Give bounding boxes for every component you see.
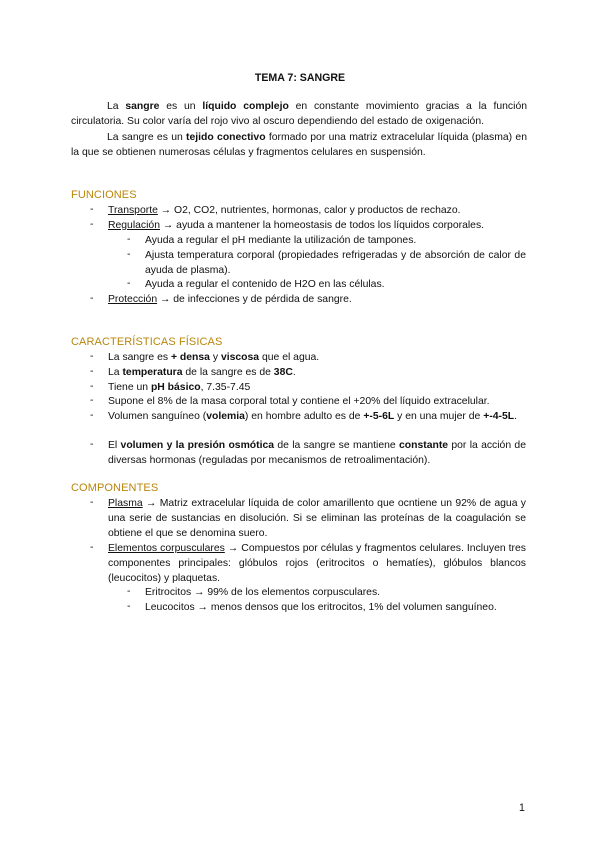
- sublist-item: Ayuda a regular el pH mediante la utilización de tampones.: [145, 235, 417, 246]
- list-item-ph: Tiene un pH básico, 7.35-7.45: [108, 382, 251, 393]
- list-dash: -: [90, 542, 94, 553]
- list-dash: -: [90, 204, 94, 215]
- sublist-item: Eritrocitos → 99% de los elementos corpusculares.: [145, 587, 381, 598]
- intro-paragraph-2: La sangre es un tejido conectivo formado por una matriz extracelular líquida (plasma) en la que se obtienen numerosas células y fragmentos celulares en suspensión.: [71, 132, 527, 158]
- page-title: TEMA 7: SANGRE: [254, 72, 346, 84]
- list-dash: -: [90, 439, 94, 450]
- list-dash: -: [90, 219, 94, 230]
- section-heading-caracteristicas: CARACTERÍSTICAS FÍSICAS: [71, 336, 223, 348]
- sublist-dash: -: [127, 278, 131, 289]
- list-dash: -: [90, 366, 94, 377]
- list-dash: -: [90, 381, 94, 392]
- list-item-transporte: Transporte → O2, CO2, nutrientes, hormonas, calor y productos de rechazo.: [108, 205, 461, 216]
- list-item-densidad: La sangre es + densa y viscosa que el agua.: [108, 352, 320, 363]
- list-dash: -: [90, 293, 94, 304]
- sublist-item: Ayuda a regular el contenido de H2O en las células.: [145, 279, 385, 290]
- list-dash: -: [90, 351, 94, 362]
- intro-paragraph-1: La sangre es un líquido complejo en constante movimiento gracias a la función circulatoria. Su color varía del rojo vivo al oscuro dependiendo del estado de oxigenación.: [71, 101, 527, 127]
- list-item-temperatura: La temperatura de la sangre es de 38C.: [108, 367, 296, 378]
- sublist-dash: -: [127, 601, 131, 612]
- list-item-proteccion: Protección → de infecciones y de pérdida de sangre.: [108, 294, 352, 305]
- list-item-plasma: Plasma → Matriz extracelular líquida de color amarillento que ocntiene un 92% de agua y una serie de sustancias en disolución. Si se eliminan las proteínas de la coagulación se obtiene el que se denomina suero.: [108, 498, 526, 539]
- list-dash: -: [90, 410, 94, 421]
- list-item-presion-osmotica: El volumen y la presión osmótica de la sangre se mantiene constante por la acción de diversas hormonas (reguladas por mecanismos de retroalimentación).: [108, 440, 526, 466]
- section-heading-funciones: FUNCIONES: [71, 189, 137, 201]
- list-dash: -: [90, 395, 94, 406]
- sublist-item: Ajusta temperatura corporal (propiedades refrigeradas y de absorción de calor de ayuda de plasma).: [145, 250, 526, 276]
- sublist-dash: -: [127, 586, 131, 597]
- list-item-elementos-corpusculares: Elementos corpusculares → Compuestos por células y fragmentos celulares. Incluyen tres componentes principales: glóbulos rojos (eritrocitos o hematíes), glóbulos blancos (leucocitos) y plaquetas.: [108, 543, 526, 584]
- list-item-masa-corporal: Supone el 8% de la masa corporal total y contiene el +20% del líquido extracelular.: [108, 396, 490, 407]
- page-number: 1: [519, 802, 525, 814]
- list-dash: -: [90, 497, 94, 508]
- list-item-volemia: Volumen sanguíneo (volemia) en hombre adulto es de +-5-6L y en una mujer de +-4-5L.: [108, 411, 517, 422]
- list-item-regulacion: Regulación → ayuda a mantener la homeostasis de todos los líquidos corporales.: [108, 220, 485, 231]
- sublist-item: Leucocitos → menos densos que los eritrocitos, 1% del volumen sanguíneo.: [145, 602, 497, 613]
- section-heading-componentes: COMPONENTES: [71, 482, 159, 494]
- sublist-dash: -: [127, 234, 131, 245]
- sublist-dash: -: [127, 249, 131, 260]
